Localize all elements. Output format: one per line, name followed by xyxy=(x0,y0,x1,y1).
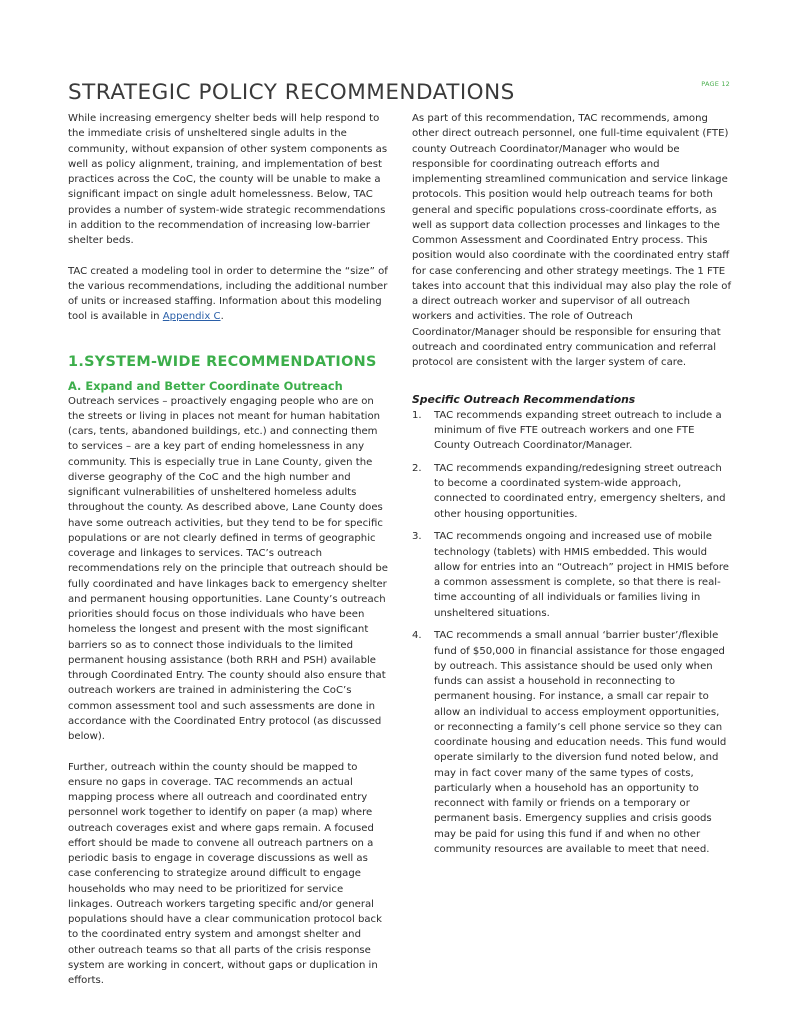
section-heading: 1.SYSTEM-WIDE RECOMMENDATIONS xyxy=(68,353,377,370)
outreach-paragraph-1: Outreach services – proactively engaging people who are on the streets or living in places not meant for human habitation (cars, tents, abandoned buildings, etc.) and connecting them to services – are a key part of ending homelessness in any community. This is especially true in Lane County, given the diverse geography of the CoC and the high number and significant vulnerabilities of unsheltered homeless adults throughout the county. As described above, Lane County does have some outreach activities, but they tend to be for specific populations or are not clearly defined in terms of geographic coverage and linkages to services. TAC’s outreach recommendations rely on the principle that outreach should be fully coordinated and have linkages back to emergency shelter and permanent housing opportunities. Lane County’s outreach priorities should focus on those individuals who have been homeless the longest and present with the most significant barriers so as to connect those individuals to the limited permanent housing assistance (both RRH and PSH) available through Coordinated Entry. The county should also ensure that outreach workers are trained in administering the CoC’s common assessment tool and such assessments are done in accordance with the Coordinated Entry protocol (as discussed below). xyxy=(68,395,388,742)
list-item-text: TAC recommends ongoing and increased use of mobile technology (tablets) with HMIS embedded. This would allow for entries into an “Outreach” project in HMIS before a common assessment is complete, so that there is real-time accounting of all individuals or families living in unsheltered situations. xyxy=(434,531,729,619)
outreach-paragraph-2: Further, outreach within the county should be mapped to ensure no gaps in coverage. TAC recommends an actual mapping process where all outreach and coordinated entry personnel work together to identify on paper (a map) where outreach coverages exist and where gaps remain. A focused effort should be made to convene all outreach partners on a periodic basis to engage in coverage discussions as well as case conferencing to strategize around difficult to engage households who may need to be prioritized for service linkages. Outreach workers targeting specific and/or general populations should have a clear communication protocol back to the coordinated entry system and amongst shelter and other outreach teams so that all parts of the crisis response system are working in concert, without gaps or duplication in efforts. xyxy=(68,761,382,986)
outreach-subheading: A. Expand and Better Coordinate Outreach xyxy=(68,378,343,393)
list-item xyxy=(412,628,732,857)
list-item-number: 2. xyxy=(412,462,422,474)
modeling-end: . xyxy=(220,311,224,323)
page-title: STRATEGIC POLICY RECOMMENDATIONS xyxy=(68,80,515,105)
modeling-text: TAC created a modeling tool in order to determine the “size” of the various recommendations, including the additional number of units or increased staffing. Information about this modeling tool is available in xyxy=(68,265,388,323)
coordinator-paragraph: As part of this recommendation, TAC recommends, among other direct outreach personnel, one full-time equivalent (FTE) county Outreach Coordinator/Manager who would be responsible for coordinating outreach efforts and implementing streamlined communication and service linkage protocols. This position would help outreach teams for both general and specific populations cross-coordinate efforts, as well as support data collection processes and linkages to the Common Assessment and Coordinated Entry process. This position would also coordinate with the coordinated entry staff for case conferencing and other strategy meetings. The 1 FTE takes into account that this individual may also play the role of a direct outreach worker and supervisor of all outreach workers and activities. The role of Outreach Coordinator/Manager should be responsible for ensuring that outreach and coordinated entry communication and referral protocol are consistent with the larger system of care. xyxy=(412,113,732,368)
list-item-number: 3. xyxy=(412,531,422,543)
list-item xyxy=(412,529,732,621)
list-item xyxy=(412,461,732,522)
list-item-text: TAC recommends a small annual ‘barrier buster’/flexible fund of $50,000 in financial assistance for those engaged by outreach. This assistance should be used only when funds can assist a household in reconnecting to permanent housing. For instance, a small car repair to allow an individual to access employment opportunities, or reconnecting a family’s cell phone service so they can coordinate housing and education needs. This fund would operate similarly to the diversion fund noted below, and may in fact cover many of the same types of costs, particularly when a household has an opportunity to reconnect with family or friends on a temporary or permanent basis. Emergency supplies and crisis goods may be paid for using this fund if and when no other community resources are available to meet that need. xyxy=(434,630,727,855)
modeling-paragraph xyxy=(68,264,390,325)
intro-paragraph: While increasing emergency shelter beds will help respond to the immediate crisis of unsheltered single adults in the community, without expansion of other system components as well as policy alignment, training, and implementation of best practices across the CoC, the county will be unable to make a significant impact on single adult homelessness. Below, TAC provides a number of system-wide strategic recommendations in addition to the recommendation of increasing low-barrier shelter beds. xyxy=(68,113,388,246)
list-item-number: 4. xyxy=(412,630,422,642)
list-item-number: 1. xyxy=(412,409,422,421)
list-item xyxy=(412,408,732,454)
page-number: PAGE 12 xyxy=(701,80,730,88)
list-item-text: TAC recommends expanding/redesigning street outreach to become a coordinated system-wide approach, connected to coordinated entry, emergency shelters, and other housing opportunities. xyxy=(434,462,726,520)
specific-recommendations-subheading: Specific Outreach Recommendations xyxy=(412,393,636,407)
right-column xyxy=(412,111,732,857)
appendix-c-link[interactable]: Appendix C xyxy=(162,311,221,323)
list-item-text: TAC recommends expanding street outreach to include a minimum of five FTE outreach workers and one FTE County Outreach Coordinator/Manager. xyxy=(434,409,722,451)
recommendations-list xyxy=(412,408,732,858)
left-column xyxy=(68,111,390,988)
